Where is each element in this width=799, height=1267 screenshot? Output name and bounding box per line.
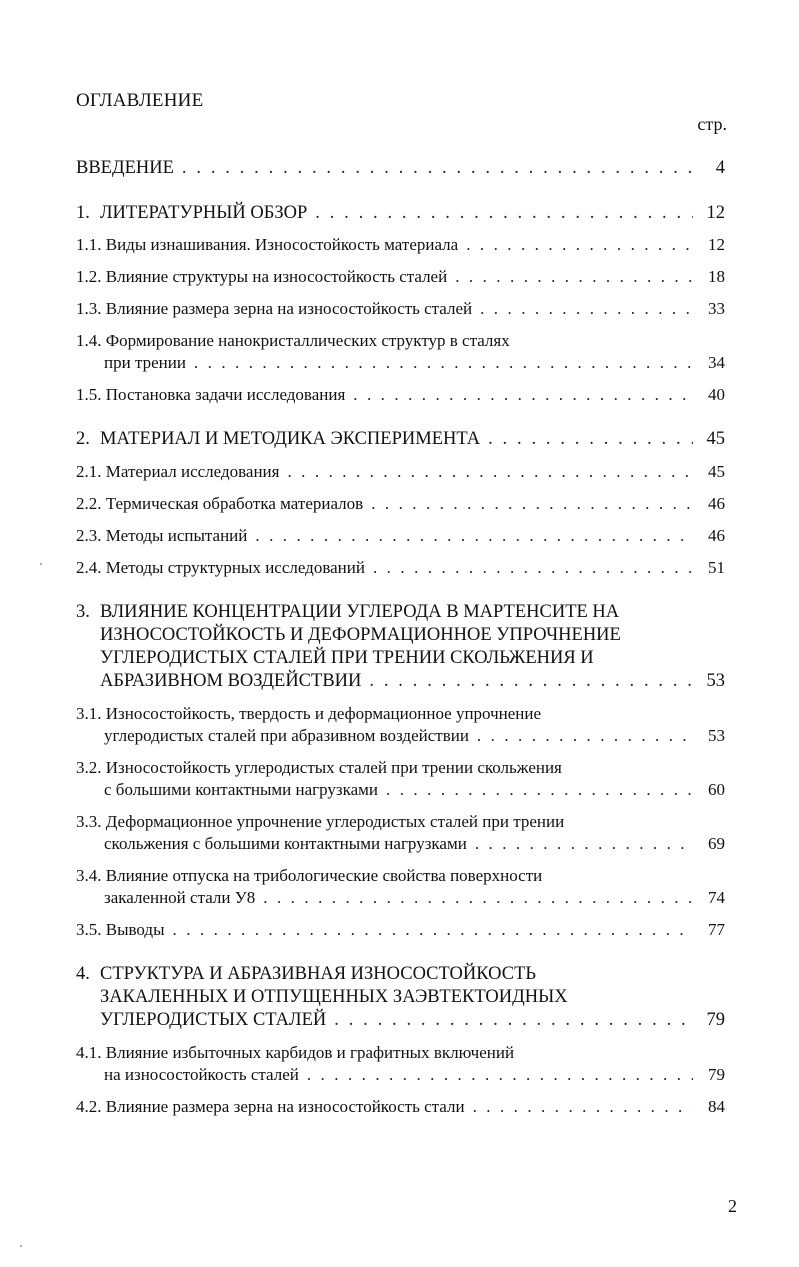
dot-leader xyxy=(473,1096,693,1118)
section-title: 3.5. Выводы xyxy=(76,920,165,939)
dot-leader xyxy=(173,919,693,941)
toc-section-2-4[interactable] xyxy=(76,557,725,579)
toc-section-3-3[interactable] xyxy=(76,833,725,855)
toc-entry-page: 77 xyxy=(708,920,725,939)
dot-leader xyxy=(373,557,693,579)
chapter-4-line1 xyxy=(76,963,536,985)
chapter-number: 1. xyxy=(76,203,90,223)
toc-entry-page: 45 xyxy=(706,429,725,449)
toc-section-3-1[interactable] xyxy=(76,725,725,747)
dot-leader xyxy=(315,202,693,224)
section-title: 2.1. Материал исследования xyxy=(76,462,280,481)
toc-chapter-4[interactable] xyxy=(76,1009,725,1031)
dot-leader xyxy=(488,428,693,450)
dot-leader xyxy=(194,352,693,374)
chapter-title-line1: ВЛИЯНИЕ КОНЦЕНТРАЦИИ УГЛЕРОДА В МАРТЕНСИТЕ НА xyxy=(100,602,620,622)
toc-section-1-1[interactable] xyxy=(76,234,725,256)
dot-leader xyxy=(255,525,693,547)
scan-speck xyxy=(40,563,42,565)
chapter-number: 2. xyxy=(76,429,90,449)
section-title: 2.3. Методы испытаний xyxy=(76,526,248,545)
toc-entry-page: 34 xyxy=(708,353,725,372)
section-title: 1.5. Постановка задачи исследования xyxy=(76,385,346,404)
toc-entry-page: 79 xyxy=(708,1065,725,1084)
section-title: 4.2. Влияние размера зерна на износостойкость стали xyxy=(76,1097,465,1116)
section-title-line2: скольжения с большими контактными нагрузками xyxy=(104,834,467,853)
chapter-title-line4: АБРАЗИВНОМ ВОЗДЕЙСТВИИ xyxy=(100,671,362,691)
dot-leader xyxy=(386,779,693,801)
section-title: 1.1. Виды изнашивания. Износостойкость материала xyxy=(76,235,459,254)
toc-chapter-2[interactable] xyxy=(76,428,725,450)
section-title: 2.4. Методы структурных исследований xyxy=(76,558,365,577)
toc-section-2-3[interactable] xyxy=(76,525,725,547)
toc-section-1-3[interactable] xyxy=(76,298,725,320)
toc-section-4-2[interactable] xyxy=(76,1096,725,1118)
chapter-title: ЛИТЕРАТУРНЫЙ ОБЗОР xyxy=(100,203,308,223)
section-title-line1: 3.4. Влияние отпуска на трибологические свойства поверхности xyxy=(76,866,543,885)
section-title-line2: на износостойкость сталей xyxy=(104,1065,299,1084)
toc-entry-page: 60 xyxy=(708,780,725,799)
toc-entry-page: 4 xyxy=(715,158,725,178)
toc-section-4-1[interactable] xyxy=(76,1064,725,1086)
toc-entry-page: 33 xyxy=(708,299,725,318)
dot-leader xyxy=(287,461,693,483)
section-title-line2: при трении xyxy=(104,353,186,372)
toc-entry-page: 74 xyxy=(708,888,725,907)
chapter-title-line1: СТРУКТУРА И АБРАЗИВНАЯ ИЗНОСОСТОЙКОСТЬ xyxy=(100,964,536,984)
toc-section-3-4[interactable] xyxy=(76,887,725,909)
page-title: ОГЛАВЛЕНИЕ xyxy=(76,90,204,111)
toc-entry-page: 51 xyxy=(708,558,725,577)
toc-entry-page: 40 xyxy=(708,385,725,404)
toc-section-1-5[interactable] xyxy=(76,384,725,406)
toc-section-3-2[interactable] xyxy=(76,779,725,801)
section-title-line1: 1.4. Формирование нанокристаллических структур в сталях xyxy=(76,331,510,350)
toc-entry-page: 18 xyxy=(708,267,725,286)
chapter-number: 3. xyxy=(76,602,90,622)
toc-entry-page: 12 xyxy=(706,203,725,223)
toc-entry-page: 46 xyxy=(708,526,725,545)
chapter-title-line3: УГЛЕРОДИСТЫХ СТАЛЕЙ xyxy=(100,1010,327,1030)
section-title: 1.3. Влияние размера зерна на износостойкость сталей xyxy=(76,299,473,318)
table-of-contents xyxy=(76,0,725,1267)
toc-section-2-1[interactable] xyxy=(76,461,725,483)
toc-entry-page: 12 xyxy=(708,235,725,254)
section-title-line2: с большими контактными нагрузками xyxy=(104,780,379,799)
chapter-3-line1 xyxy=(76,601,619,623)
scan-speck xyxy=(20,1245,22,1247)
chapter-title-line3: УГЛЕРОДИСТЫХ СТАЛЕЙ ПРИ ТРЕНИИ СКОЛЬЖЕНИЯ И xyxy=(100,648,594,668)
chapter-title: МАТЕРИАЛ И МЕТОДИКА ЭКСПЕРИМЕНТА xyxy=(100,429,481,449)
dot-leader xyxy=(182,157,693,179)
dot-leader xyxy=(353,384,693,406)
dot-leader xyxy=(455,266,693,288)
dot-leader xyxy=(369,670,693,692)
toc-entry-page: 84 xyxy=(708,1097,725,1116)
toc-entry-page: 46 xyxy=(708,494,725,513)
toc-entry-page: 53 xyxy=(708,726,725,745)
dot-leader xyxy=(371,493,693,515)
toc-chapter-3[interactable] xyxy=(76,670,725,692)
section-title: 1.2. Влияние структуры на износостойкость сталей xyxy=(76,267,448,286)
toc-section-1-4[interactable] xyxy=(76,352,725,374)
dot-leader xyxy=(307,1064,693,1086)
toc-section-2-2[interactable] xyxy=(76,493,725,515)
dot-leader xyxy=(334,1009,693,1031)
toc-entry-page: 53 xyxy=(706,671,725,691)
section-title-line1: 3.1. Износостойкость, твердость и деформационное упрочнение xyxy=(76,704,542,723)
toc-chapter-1[interactable] xyxy=(76,202,725,224)
dot-leader xyxy=(466,234,693,256)
toc-entry-page: 45 xyxy=(708,462,725,481)
section-title-line1: 3.2. Износостойкость углеродистых сталей при трении скольжения xyxy=(76,758,562,777)
chapter-title-line2: ЗАКАЛЕННЫХ И ОТПУЩЕННЫХ ЗАЭВТЕКТОИДНЫХ xyxy=(100,987,568,1007)
toc-entry-introduction[interactable] xyxy=(76,157,725,179)
section-title: 2.2. Термическая обработка материалов xyxy=(76,494,364,513)
dot-leader xyxy=(263,887,693,909)
dot-leader xyxy=(475,833,693,855)
toc-entry-page: 69 xyxy=(708,834,725,853)
dot-leader xyxy=(477,725,693,747)
toc-entry-page: 79 xyxy=(706,1010,725,1030)
dot-leader xyxy=(480,298,693,320)
chapter-title-line2: ИЗНОСОСТОЙКОСТЬ И ДЕФОРМАЦИОННОЕ УПРОЧНЕНИЕ xyxy=(100,625,621,645)
chapter-number: 4. xyxy=(76,964,90,984)
section-title-line2: закаленной стали У8 xyxy=(104,888,256,907)
page-number: 2 xyxy=(728,1196,737,1216)
section-title-line1: 3.3. Деформационное упрочнение углеродистых сталей при трении xyxy=(76,812,565,831)
page-column-label: стр. xyxy=(697,114,727,134)
section-title-line2: углеродистых сталей при абразивном воздействии xyxy=(104,726,469,745)
toc-section-1-2[interactable] xyxy=(76,266,725,288)
toc-entry-title: ВВЕДЕНИЕ xyxy=(76,158,174,178)
toc-section-3-5[interactable] xyxy=(76,919,725,941)
section-title-line1: 4.1. Влияние избыточных карбидов и графитных включений xyxy=(76,1043,515,1062)
